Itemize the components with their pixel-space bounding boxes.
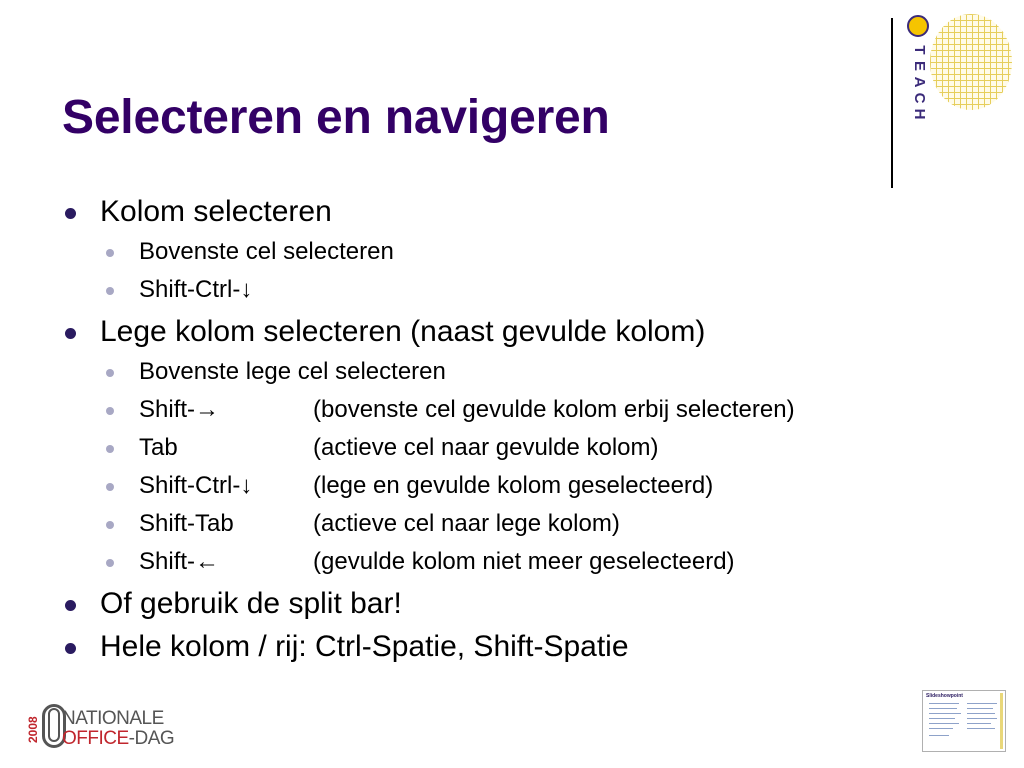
list-item: Of gebruik de split bar! (100, 587, 402, 620)
thumbnail-line (967, 703, 997, 704)
iteach-logo-letter: E (911, 60, 928, 71)
list-item (139, 434, 659, 462)
down-arrow-icon: ↓ (240, 472, 253, 499)
bullet-dot (106, 559, 114, 567)
iteach-logo-letter: T (911, 45, 928, 55)
thumbnail-line (929, 708, 957, 709)
thumbnail-line (929, 703, 959, 704)
shortcut-description: (bovenste cel gevulde kolom erbij selecteren) (313, 396, 795, 423)
down-arrow-icon: ↓ (240, 276, 253, 303)
shortcut-key: Shift-Tab (139, 510, 234, 537)
bullet-dot (106, 407, 114, 415)
logo-line-office-dag (62, 728, 174, 750)
list-item: Kolom selecteren (100, 195, 332, 228)
bullet-dot (106, 287, 114, 295)
shortcut-key: Tab (139, 434, 178, 461)
iteach-logo-circle (907, 15, 929, 37)
list-item (139, 396, 795, 424)
bullet-dot (65, 208, 76, 219)
thumbnail-line (967, 723, 991, 724)
shortcut-key: Shift- (139, 396, 196, 423)
iteach-logo (908, 42, 930, 122)
list-item: Lege kolom selecteren (naast gevulde kolom) (100, 315, 706, 348)
logo-office: OFFICE (62, 728, 129, 749)
list-item (139, 548, 735, 576)
thumbnail-line (929, 735, 949, 736)
thumbnail-title: Slideshowpoint (926, 693, 963, 699)
nationale-office-dag-logo (26, 702, 226, 752)
thumbnail-line (967, 713, 995, 714)
bullet-dot (106, 445, 114, 453)
thumbnail-line (929, 713, 961, 714)
shortcut-key: Shift-Ctrl- (139, 472, 241, 499)
thumbnail-line (967, 728, 995, 729)
slide-thumbnail (922, 690, 1006, 752)
shortcut-key: Shift- (139, 548, 196, 575)
iteach-logo-letter: H (911, 108, 928, 120)
bullet-dot (106, 483, 114, 491)
bullet-dot (65, 328, 76, 339)
shortcut-description: (gevulde kolom niet meer geselecteerd) (313, 548, 735, 575)
thumbnail-line (967, 718, 997, 719)
thumbnail-line (929, 728, 953, 729)
list-item: Bovenste cel selecteren (139, 238, 394, 265)
bullet-dot (106, 521, 114, 529)
right-arrow-icon: → (195, 396, 220, 423)
slide-title: Selecteren en navigeren (62, 91, 610, 144)
bullet-dot (65, 643, 76, 654)
thumbnail-line (967, 708, 993, 709)
list-item: Bovenste lege cel selecteren (139, 358, 446, 385)
iteach-logo-grid (930, 14, 1012, 110)
logo-line-nationale: NATIONALE (62, 708, 164, 729)
iteach-logo-letter: A (911, 76, 928, 88)
paperclip-inner (48, 708, 60, 742)
iteach-logo-letter: C (911, 92, 928, 104)
list-item: Hele kolom / rij: Ctrl-Spatie, Shift-Spatie (100, 630, 629, 663)
thumbnail-line (929, 718, 955, 719)
list-item (139, 472, 713, 500)
shortcut-description: (lege en gevulde kolom geselecteerd) (313, 472, 714, 499)
thumbnail-line (929, 723, 959, 724)
header-divider (891, 18, 893, 188)
bullet-dot (106, 369, 114, 377)
bullet-dot (65, 600, 76, 611)
shortcut-description: (actieve cel naar gevulde kolom) (313, 434, 659, 461)
list-item (139, 510, 620, 538)
logo-dag: -DAG (128, 728, 175, 749)
bullet-dot (106, 249, 114, 257)
left-arrow-icon: ← (195, 548, 220, 575)
shortcut-description: (actieve cel naar lege kolom) (313, 510, 620, 537)
list-item (139, 276, 252, 304)
shortcut-key: Shift-Ctrl- (139, 276, 241, 303)
logo-year: 2008 (26, 716, 40, 744)
thumbnail-accent-bar (1000, 693, 1003, 749)
